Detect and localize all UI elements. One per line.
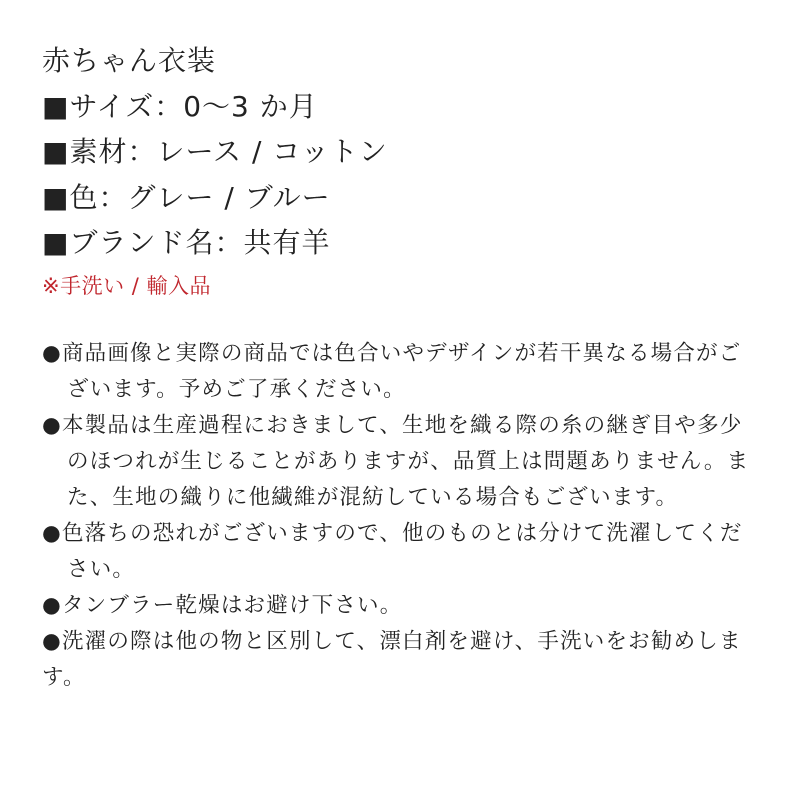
product-title: 赤ちゃん衣装: [42, 44, 217, 77]
notice-item-color-fading: ●色落ちの恐れがございますので、他のものとは分けて洗濯してください。: [42, 521, 743, 582]
notice-list: [42, 336, 764, 696]
spec-color: ■色：グレー / ブルー: [42, 180, 331, 214]
notice-item-tumble-dry: ●タンブラー乾燥はお避け下さい。: [42, 593, 403, 618]
notice-item-color-difference: ●商品画像と実際の商品では色合いやデザインが若干異なる場合がございます。予めご了承ください。: [42, 341, 742, 402]
spec-brand: ■ブランド名：共有羊: [42, 226, 331, 259]
spec-size: ■サイズ：0〜3 か月: [42, 89, 318, 123]
care-note: ※手洗い / 輸入品: [42, 273, 212, 298]
product-spec-list: [42, 38, 762, 304]
spec-material: ■素材：レース / コットン: [42, 135, 388, 168]
notice-item-weaving: ●本製品は生産過程におきまして、生地を織る際の糸の継ぎ目や多少のほつれが生じることがありますが、品質上は問題ありません。また、生地の織りに他繊維が混紡している場合もございます。: [42, 413, 750, 510]
notice-item-washing: ●洗濯の際は他の物と区別して、漂白剤を避け、手洗いをお勧めします。: [42, 629, 742, 690]
